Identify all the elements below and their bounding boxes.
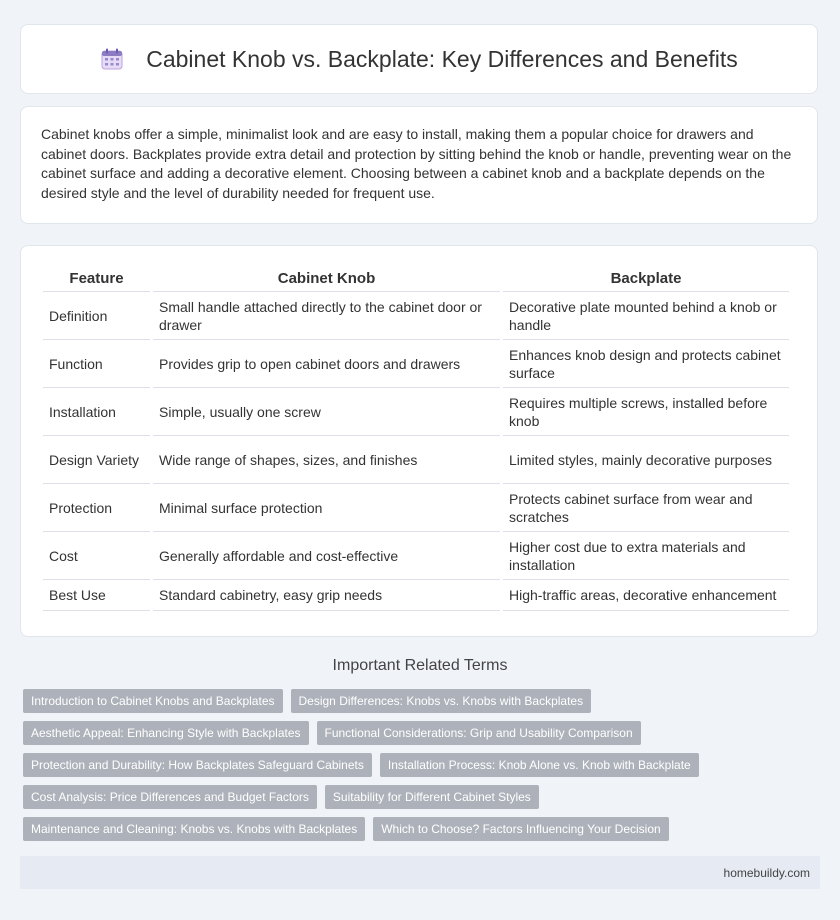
table-header-row [43, 264, 789, 292]
feature-cell: Protection [43, 484, 150, 532]
table-row [43, 388, 789, 436]
calendar-icon [100, 47, 124, 71]
cabinet-knob-cell: Small handle attached directly to the cabinet door or drawer [153, 292, 500, 340]
cabinet-knob-cell: Provides grip to open cabinet doors and drawers [153, 340, 500, 388]
column-header-feature: Feature [43, 264, 150, 292]
related-term-tag[interactable]: Protection and Durability: How Backplates Safeguard Cabinets [23, 753, 372, 777]
intro-card [20, 106, 818, 224]
table-row [43, 532, 789, 580]
related-terms-list [23, 689, 823, 849]
tag-row [23, 785, 823, 809]
related-term-tag[interactable]: Installation Process: Knob Alone vs. Knob with Backplate [380, 753, 699, 777]
related-term-tag[interactable]: Functional Considerations: Grip and Usability Comparison [317, 721, 641, 745]
feature-cell: Function [43, 340, 150, 388]
cabinet-knob-cell: Minimal surface protection [153, 484, 500, 532]
feature-cell: Definition [43, 292, 150, 340]
footer [20, 856, 820, 889]
table-row [43, 436, 789, 484]
tag-row [23, 721, 823, 745]
table-row [43, 340, 789, 388]
footer-site-link[interactable]: homebuildy.com [723, 865, 810, 880]
backplate-cell: Protects cabinet surface from wear and scratches [503, 484, 789, 532]
cabinet-knob-cell: Standard cabinetry, easy grip needs [153, 580, 500, 611]
title-card [20, 24, 818, 94]
related-term-tag[interactable]: Which to Choose? Factors Influencing Your Decision [373, 817, 669, 841]
table-row [43, 484, 789, 532]
comparison-table [40, 264, 792, 611]
column-header-backplate: Backplate [503, 264, 789, 292]
intro-paragraph: Cabinet knobs offer a simple, minimalist look and are easy to install, making them a popular choice for drawers and cabinet doors. Backplates provide extra detail and protection by sitting behind the knob or handle, preventing wear on the cabinet surface and adding a decorative element. Choosing between a cabinet knob and a backplate depends on the desired style and the level of durability needed for frequent use. [41, 126, 792, 201]
comparison-card [20, 245, 818, 637]
feature-cell: Best Use [43, 580, 150, 611]
tag-row [23, 689, 823, 713]
cabinet-knob-cell: Simple, usually one screw [153, 388, 500, 436]
table-row [43, 292, 789, 340]
cabinet-knob-cell: Generally affordable and cost-effective [153, 532, 500, 580]
backplate-cell: Decorative plate mounted behind a knob or handle [503, 292, 789, 340]
related-term-tag[interactable]: Suitability for Different Cabinet Styles [325, 785, 539, 809]
related-terms-title: Important Related Terms [332, 657, 508, 674]
tag-row [23, 817, 823, 841]
backplate-cell: Higher cost due to extra materials and installation [503, 532, 789, 580]
backplate-cell: Enhances knob design and protects cabinet surface [503, 340, 789, 388]
page-title-text: Cabinet Knob vs. Backplate: Key Differences and Benefits [146, 45, 738, 72]
column-header-cabinet-knob: Cabinet Knob [153, 264, 500, 292]
backplate-cell: Requires multiple screws, installed before knob [503, 388, 789, 436]
cabinet-knob-cell: Wide range of shapes, sizes, and finishes [153, 436, 500, 484]
related-term-tag[interactable]: Aesthetic Appeal: Enhancing Style with Backplates [23, 721, 309, 745]
related-term-tag[interactable]: Introduction to Cabinet Knobs and Backplates [23, 689, 283, 713]
page-title [100, 46, 738, 73]
backplate-cell: Limited styles, mainly decorative purposes [503, 436, 789, 484]
related-term-tag[interactable]: Design Differences: Knobs vs. Knobs with Backplates [291, 689, 592, 713]
feature-cell: Cost [43, 532, 150, 580]
feature-cell: Design Variety [43, 436, 150, 484]
table-row [43, 580, 789, 611]
related-term-tag[interactable]: Cost Analysis: Price Differences and Budget Factors [23, 785, 317, 809]
backplate-cell: High-traffic areas, decorative enhancement [503, 580, 789, 611]
related-term-tag[interactable]: Maintenance and Cleaning: Knobs vs. Knobs with Backplates [23, 817, 365, 841]
tag-row [23, 753, 823, 777]
feature-cell: Installation [43, 388, 150, 436]
